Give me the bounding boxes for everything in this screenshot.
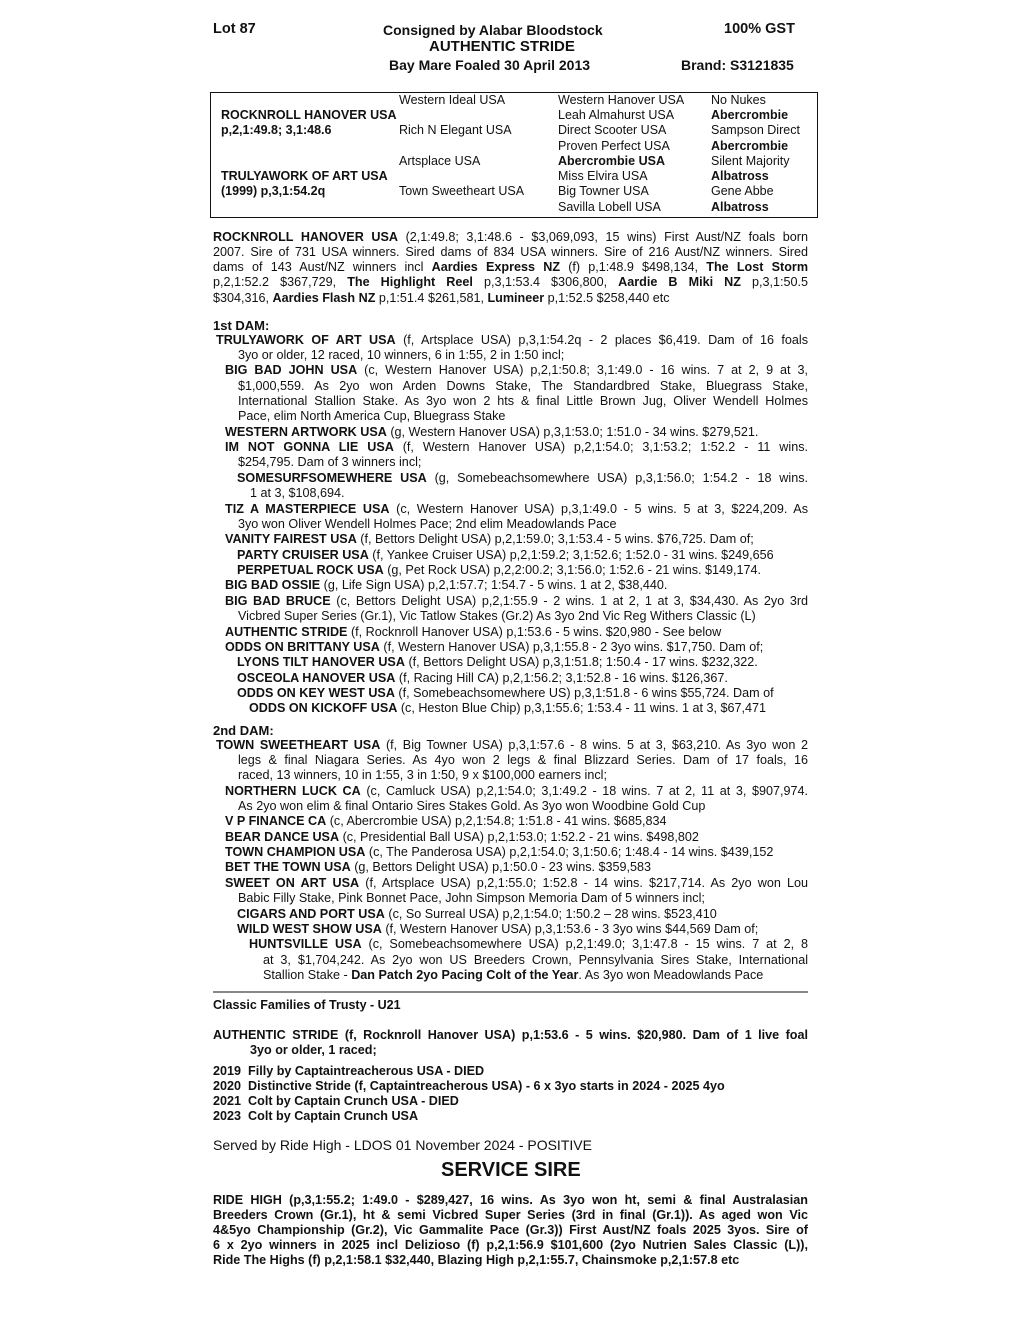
gst-label: 100% GST xyxy=(724,21,795,37)
text-line xyxy=(225,830,699,844)
family: Classic Families of Trusty - U21 xyxy=(213,998,401,1012)
text-line: $304,316, xyxy=(213,291,270,305)
text-line: (c, Somebeachsomewhere USA) p,2,1:49.0; 3,1:47.8 - 15 wins. 7 at 2, 8 xyxy=(368,937,809,951)
text-line: (c, Bettors Delight USA) p,2,1:55.9 - 2 wins. 1 at 2, 1 at 3, $34,430. As 2yo 3rd xyxy=(336,594,809,608)
text-line: Babic Filly Stake, Pink Bonnet Pace, John Simpson Memoria Dam of 5 winners incl; xyxy=(238,891,705,905)
bold-text: The Lost Storm xyxy=(706,260,809,274)
text-line: dams of 143 Aust/NZ winners incl xyxy=(213,260,424,274)
text-line xyxy=(216,738,808,752)
pedigree-grandsire: Artsplace USA xyxy=(399,154,481,168)
pedigree-ancestor: Savilla Lobell USA xyxy=(558,200,661,214)
pedigree-grandsire: Western Ideal USA xyxy=(399,93,506,107)
pedigree-granddam: Rich N Elegant USA xyxy=(399,123,512,137)
text-line: (f, Artsplace USA) p,3,1:54.2q - 2 places $6,419. Dam of 16 foals xyxy=(403,333,808,347)
text-line: (2,1:49.8; 3,1:48.6 - $3,069,093, 15 wins) First Aust/NZ foals born xyxy=(405,230,808,244)
text-line: Colt by Captain Crunch USA xyxy=(248,1109,419,1123)
text-line xyxy=(225,440,808,454)
pedigree-ancestor: Abercrombie USA xyxy=(558,154,665,168)
text-line xyxy=(237,686,774,700)
text-line xyxy=(213,260,808,274)
bold-text xyxy=(213,1064,484,1078)
text-line xyxy=(216,333,808,347)
text-line: (c, Western Hanover USA) p,3,1:49.0 - 5 wins. 5 at 3, $224,209. As xyxy=(396,502,808,516)
text-line xyxy=(213,291,670,305)
bold-text: Ride The Highs (f) p,2,1:58.1 $32,440, Blazing High p,2,1:55.7, Chainsmoke p,2,1:57.8 etc xyxy=(213,1253,740,1267)
text-line: (f, Bettors Delight USA) p,3,1:51.8; 1:50.4 - 17 wins. $232,322. xyxy=(408,655,758,669)
bold-text: TOWN SWEETHEART USA xyxy=(216,738,381,752)
text-line: $254,795. Dam of 3 winners incl; xyxy=(238,455,422,469)
text-line xyxy=(263,968,763,982)
bold-text: RIDE HIGH (p,3,1:55.2; 1:49.0 - $289,427, 16 wins. As 3yo won ht, semi & final Australasian xyxy=(213,1193,808,1207)
text-line: Vicbred Super Series (Gr.1), Vic Tatlow Stakes (Gr.2) As 3yo 2nd Vic Reg Withers Classic (L) xyxy=(238,609,756,623)
text-line: (f, Rocknroll Hanover USA) p,1:53.6 - 5 wins. $20,980 - See below xyxy=(350,625,722,639)
bold-text: IM NOT GONNA LIE USA xyxy=(225,440,394,454)
served-by: Served by Ride High - LDOS 01 November 2024 - POSITIVE xyxy=(213,1137,592,1153)
bold-text: AUTHENTIC STRIDE xyxy=(225,625,348,639)
bold-text: Lumineer xyxy=(487,291,545,305)
text-line: 1 at 3, $108,694. xyxy=(250,486,345,500)
pedigree-ancestor: Big Towner USA xyxy=(558,184,649,198)
text-line: As 2yo won elim & final Ontario Sires Stakes Gold. As 3yo won Woodbine Gold Cup xyxy=(238,799,706,813)
text-line xyxy=(237,922,758,936)
bold-text: TOWN CHAMPION USA xyxy=(225,845,366,859)
text-line xyxy=(213,275,808,289)
horse-name: AUTHENTIC STRIDE xyxy=(429,38,575,55)
text-line: (c, The Panderosa USA) p,2,1:54.0; 3,1:50.6; 1:48.4 - 14 wins. $439,152 xyxy=(368,845,774,859)
text-line: (f, Yankee Cruiser USA) p,2,1:59.2; 3,1:52.6; 1:52.0 - 31 wins. $249,656 xyxy=(372,548,774,562)
text-line: 3yo won Oliver Wendell Holmes Pace; 2nd elim Meadowlands Pace xyxy=(238,517,617,531)
text-line: (g, Western Hanover USA) p,3,1:53.0; 1:51.0 - 34 wins. $279,521. xyxy=(390,425,759,439)
bold-text: LYONS TILT HANOVER USA xyxy=(237,655,405,669)
text-line xyxy=(225,845,773,859)
divider xyxy=(213,991,808,993)
text-line: (f, Racing Hill CA) p,2,1:56.2; 3,1:52.8 - 16 wins. $126,367. xyxy=(398,671,728,685)
text-line: 3yo or older, 12 raced, 10 winners, 6 in 1:55, 2 in 1:50 incl; xyxy=(238,348,565,362)
text-line xyxy=(225,876,808,890)
text-line: (c, Heston Blue Chip) p,3,1:55.6; 1:53.4 - 11 wins. 1 at 3, $67,471 xyxy=(400,701,767,715)
text-line xyxy=(225,363,808,377)
bold-text: HUNTSVILLE USA xyxy=(249,937,362,951)
text-line: p,3,1:53.4 $306,800, xyxy=(483,275,608,289)
text-line: at 3, $1,704,242. As 2yo won US Breeders Crown, Pennsylvania Sires Stake, International xyxy=(263,953,808,967)
text-line: 2019 xyxy=(213,1064,242,1078)
pedigree-ancestor: No Nukes xyxy=(711,93,766,107)
bold-text: ODDS ON BRITTANY USA xyxy=(225,640,380,654)
text-line: (f, Western Hanover USA) p,3,1:55.8 - 2 3yo wins. $17,750. Dam of; xyxy=(383,640,764,654)
service-sire-title: SERVICE SIRE xyxy=(441,1159,581,1181)
bold-text: SWEET ON ART USA xyxy=(225,876,360,890)
text-line: 2020 xyxy=(213,1079,242,1093)
bold-text: BIG BAD JOHN USA xyxy=(225,363,358,377)
text-line xyxy=(225,578,667,592)
text-line xyxy=(237,655,758,669)
text-line: Pace, elim North America Cup, Bluegrass Stake xyxy=(238,409,506,423)
bold-text xyxy=(213,1079,725,1093)
text-line xyxy=(249,937,808,951)
bold-text: BEAR DANCE USA xyxy=(225,830,340,844)
text-line: legs & final Niagara Series. As 4yo won 2 legs & final Blizzard Series. Dam of 17 foals, 16 xyxy=(238,753,808,767)
text-line xyxy=(225,640,763,654)
bold-text: WESTERN ARTWORK USA xyxy=(225,425,387,439)
consignor: Consigned by Alabar Bloodstock xyxy=(383,22,603,38)
pedigree-ancestor: Gene Abbe xyxy=(711,184,774,198)
bold-text: V P FINANCE CA xyxy=(225,814,327,828)
bold-text: AUTHENTIC STRIDE (f, Rocknroll Hanover USA) p,1:53.6 - 5 wins. $20,980. Dam of 1 live foal xyxy=(213,1028,808,1042)
brand: Brand: S3121835 xyxy=(681,57,794,73)
pedigree-ancestor: Silent Majority xyxy=(711,154,790,168)
text-line xyxy=(249,701,766,715)
bold-text: Aardie B Miki NZ xyxy=(618,275,741,289)
text-line xyxy=(225,860,651,874)
text-line xyxy=(237,471,808,485)
horse-description: Bay Mare Foaled 30 April 2013 xyxy=(389,57,591,73)
bold-text: Breeders Crown (Gr.1), ht & semi Vicbred Super Series (3rd in final (Gr.1)). As aged won Vic xyxy=(213,1208,808,1222)
pedigree-sire-record: p,2,1:49.8; 3,1:48.6 xyxy=(221,123,332,137)
bold-text: PERPETUAL ROCK USA xyxy=(237,563,384,577)
text-line: (f, Western Hanover USA) p,2,1:54.0; 3,1:53.2; 1:52.2 - 11 wins. xyxy=(402,440,808,454)
text-line: p,2,1:52.2 $367,729, xyxy=(213,275,337,289)
text-line: (g, Life Sign USA) p,2,1:57.7; 1:54.7 - 5 wins. 1 at 2, $38,440. xyxy=(323,578,668,592)
text-line xyxy=(237,548,774,562)
text-line xyxy=(213,230,808,244)
second-dam-heading: 2nd DAM: xyxy=(213,723,274,738)
bold-text: ODDS ON KICKOFF USA xyxy=(249,701,398,715)
sire-name: ROCKNROLL HANOVER USA xyxy=(213,230,398,244)
pedigree-ancestor: Miss Elvira USA xyxy=(558,169,648,183)
text-line: (f, Big Towner USA) p,3,1:57.6 - 8 wins. 5 at 3, $63,210. As 3yo won 2 xyxy=(385,738,808,752)
bold-text: TIZ A MASTERPIECE USA xyxy=(225,502,390,516)
bold-text: PARTY CRUISER USA xyxy=(237,548,369,562)
text-line: International Stallion Stake. As 3yo won 2 hts & final Little Brown Jug, Oliver Wendell Holmes xyxy=(238,394,808,408)
text-line: (g, Bettors Delight USA) p,1:50.0 - 23 wins. $359,583 xyxy=(354,860,652,874)
bold-text: BIG BAD BRUCE xyxy=(225,594,331,608)
pedigree-ancestor: Albatross xyxy=(711,169,769,183)
bold-text: SOMESURFSOMEWHERE USA xyxy=(237,471,427,485)
bold-text: VANITY FAIREST USA xyxy=(225,532,357,546)
pedigree-ancestor: Leah Almahurst USA xyxy=(558,108,675,122)
text-line: p,3,1:50.5 xyxy=(752,275,809,289)
text-line: 2007. Sire of 731 USA winners. Sired dams of 834 USA winners. Sire of 216 Aust/NZ winners. Sired xyxy=(213,245,808,259)
text-line: 2021 xyxy=(213,1094,242,1108)
text-line: Stallion Stake - xyxy=(263,968,348,982)
bold-text: ODDS ON KEY WEST USA xyxy=(237,686,395,700)
text-line: Distinctive Stride (f, Captaintreacherous USA) - 6 x 3yo starts in 2024 - 2025 4yo xyxy=(248,1079,725,1093)
text-line xyxy=(225,784,808,798)
pedigree-ancestor: Sampson Direct xyxy=(711,123,800,137)
bold-text: 3yo or older, 1 raced; xyxy=(250,1043,377,1057)
text-line xyxy=(225,814,666,828)
text-line xyxy=(225,532,754,546)
text-line: p,1:51.4 $261,581, xyxy=(378,291,484,305)
bold-text: Aardies Flash NZ xyxy=(272,291,376,305)
text-line: (f) p,1:48.9 $498,134, xyxy=(568,260,699,274)
bold-text: 6 x 2yo winners in 2025 incl Delizioso (f) p,2,1:56.9 $101,600 (2yo Nutrien Sales Classic (L)), xyxy=(213,1238,808,1252)
pedigree-dam-record: (1999) p,3,1:54.2q xyxy=(221,184,326,198)
text-line: $1,000,559. As 2yo won Arden Downs Stake, The Standardbred Stake, Bluegrass Stake, xyxy=(238,379,808,393)
bold-text: BIG BAD OSSIE xyxy=(225,578,321,592)
bold-text: The Highlight Reel xyxy=(347,275,473,289)
text-line xyxy=(225,625,721,639)
bold-text xyxy=(213,1094,459,1108)
pedigree-ancestor: Western Hanover USA xyxy=(558,93,685,107)
pedigree-granddam: Town Sweetheart USA xyxy=(399,184,525,198)
text-line xyxy=(225,502,808,516)
text-line: Colt by Captain Crunch USA - DIED xyxy=(248,1094,459,1108)
pedigree-ancestor: Proven Perfect USA xyxy=(558,139,670,153)
text-line: (c, Abercrombie USA) p,2,1:54.8; 1:51.8 - 41 wins. $685,834 xyxy=(329,814,667,828)
pedigree-ancestor: Albatross xyxy=(711,200,769,214)
bold-text: WILD WEST SHOW USA xyxy=(237,922,382,936)
text-line xyxy=(237,671,728,685)
text-line: (g, Somebeachsomewhere USA) p,3,1:56.0; 1:54.2 - 18 wins. xyxy=(434,471,809,485)
pedigree-ancestor: Direct Scooter USA xyxy=(558,123,667,137)
text-line: (c, So Surreal USA) p,2,1:54.0; 1:50.2 – 28 wins. $523,410 xyxy=(388,907,717,921)
bold-text: Aardies Express NZ xyxy=(431,260,561,274)
text-line xyxy=(237,907,717,921)
bold-text: Dan Patch 2yo Pacing Colt of the Year xyxy=(351,968,579,982)
pedigree-dam: TRULYAWORK OF ART USA xyxy=(221,169,388,183)
bold-text: CIGARS AND PORT USA xyxy=(237,907,385,921)
text-line: (f, Artsplace USA) p,2,1:55.0; 1:52.8 - 14 wins. $217,714. As 2yo won Lou xyxy=(365,876,809,890)
text-line: (f, Bettors Delight USA) p,2,1:59.0; 3,1:53.4 - 5 wins. $76,725. Dam of; xyxy=(360,532,754,546)
text-line: (f, Western Hanover USA) p,3,1:53.6 - 3 3yo wins $44,569 Dam of; xyxy=(385,922,759,936)
text-line: Filly by Captaintreacherous USA - DIED xyxy=(248,1064,485,1078)
bold-text xyxy=(213,1109,418,1123)
pedigree-ancestor: Abercrombie xyxy=(711,108,789,122)
text-line xyxy=(225,594,808,608)
pedigree-table xyxy=(210,92,818,218)
text-line: (g, Pet Rock USA) p,2,2:00.2; 3,1:56.0; 1:52.6 - 21 wins. $149,174. xyxy=(387,563,762,577)
lot-number: Lot 87 xyxy=(213,21,256,37)
text-line xyxy=(237,563,761,577)
text-line: (c, Western Hanover USA) p,2,1:50.8; 3,1:49.0 - 16 wins. 7 at 2, 9 at 3, xyxy=(364,363,809,377)
text-line: raced, 13 winners, 10 in 1:55, 3 in 1:50, 9 x $100,000 earners incl; xyxy=(238,768,607,782)
text-line: . As 3yo won Meadowlands Pace xyxy=(578,968,764,982)
pedigree-ancestor: Abercrombie xyxy=(711,139,789,153)
text-line: (f, Somebeachsomewhere US) p,3,1:51.8 - 6 wins $55,724. Dam of xyxy=(398,686,774,700)
bold-text: NORTHERN LUCK CA xyxy=(225,784,361,798)
text-line: p,1:52.5 $258,440 etc xyxy=(547,291,670,305)
text-line: 2023 xyxy=(213,1109,242,1123)
text-line: (c, Camluck USA) p,2,1:54.0; 3,1:49.2 - 18 wins. 7 at 2, 11 at 3, $907,974. xyxy=(366,784,808,798)
bold-text: BET THE TOWN USA xyxy=(225,860,351,874)
pedigree-sire: ROCKNROLL HANOVER USA xyxy=(221,108,397,122)
bold-text: 4&5yo Championship (Gr.2), Vic Gammalite Pace (Gr.3)) First Aust/NZ foals 2025 3yos. Sire of xyxy=(213,1223,808,1237)
first-dam-heading: 1st DAM: xyxy=(213,318,270,333)
bold-text: OSCEOLA HANOVER USA xyxy=(237,671,396,685)
bold-text: TRULYAWORK OF ART USA xyxy=(216,333,396,347)
text-line: (c, Presidential Ball USA) p,2,1:53.0; 1:52.2 - 21 wins. $498,802 xyxy=(342,830,699,844)
text-line xyxy=(225,425,758,439)
